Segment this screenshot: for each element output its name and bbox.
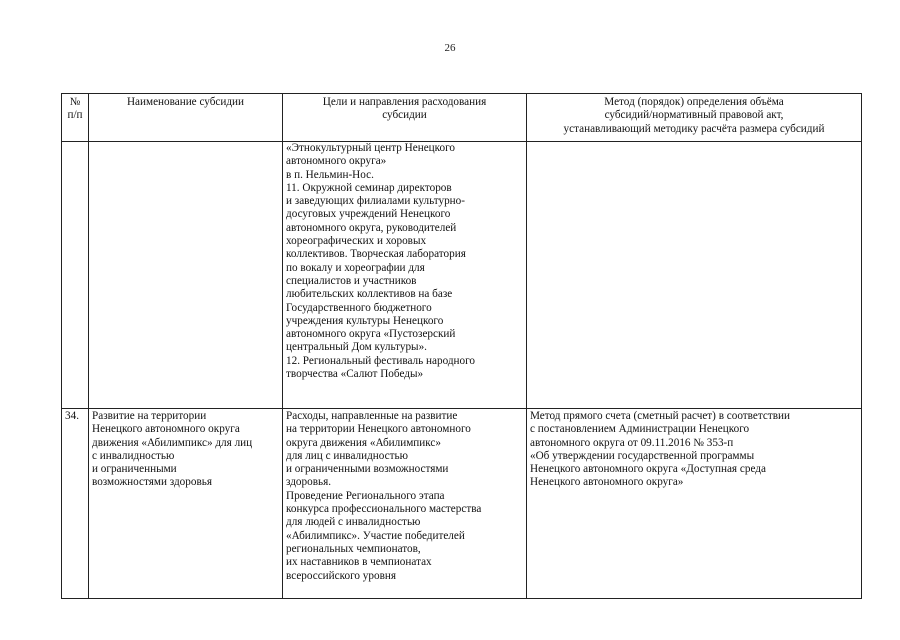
table-header-row bbox=[62, 94, 862, 142]
header-method: Метод (порядок) определения объёма субсидий/нормативный правовой акт, устанавливающий методику расчёта размера субсидий bbox=[527, 94, 862, 142]
header-subsidy-name: Наименование субсидии bbox=[89, 94, 283, 142]
header-number: № п/п bbox=[62, 94, 89, 142]
subsidy-name: Развитие на территории Ненецкого автономного округа движения «Абилимпикс» для лиц с инвалидностью и ограниченными возможностями здоровья bbox=[89, 409, 283, 599]
row-number bbox=[62, 142, 89, 409]
subsidy-method: Метод прямого счета (сметный расчет) в соответствии с постановлением Администрации Ненецкого автономного округа от 09.11.2016 № 353-п «Об утверждении государственной программы Ненецкого автономного округа «Доступная среда Ненецкого автономного округа» bbox=[527, 409, 862, 599]
subsidy-goals: Расходы, направленные на развитие на территории Ненецкого автономного округа движения «Абилимпикс» для лиц с инвалидностью и ограниченными возможностями здоровья. Проведение Регионального этапа конкурса профессионального мастерства для людей с инвалидностью «Абилимпикс». Участие победителей региональных чемпионатов, их наставников в чемпионатах всероссийского уровня bbox=[283, 409, 527, 599]
page-number: 26 bbox=[444, 42, 456, 54]
subsidies-table bbox=[61, 93, 862, 599]
table-row bbox=[62, 142, 862, 409]
row-number: 34. bbox=[62, 409, 89, 599]
header-goals: Цели и направления расходования субсидии bbox=[283, 94, 527, 142]
subsidy-goals: «Этнокультурный центр Ненецкого автономного округа» в п. Нельмин-Нос. 11. Окружной семинар директоров и заведующих филиалами культурно- досуговых учреждений Ненецкого автономного округа, руководителей хореографических и хоровых коллективов. Творческая лаборатория по вокалу и хореографии для специалистов и участников любительских коллективов на базе Государственного бюджетного учреждения культуры Ненецкого автономного округа «Пустозерский центральный Дом культуры». 12. Региональный фестиваль народного творчества «Салют Победы» bbox=[283, 142, 527, 409]
subsidy-method bbox=[527, 142, 862, 409]
table-row bbox=[62, 409, 862, 599]
subsidy-name bbox=[89, 142, 283, 409]
